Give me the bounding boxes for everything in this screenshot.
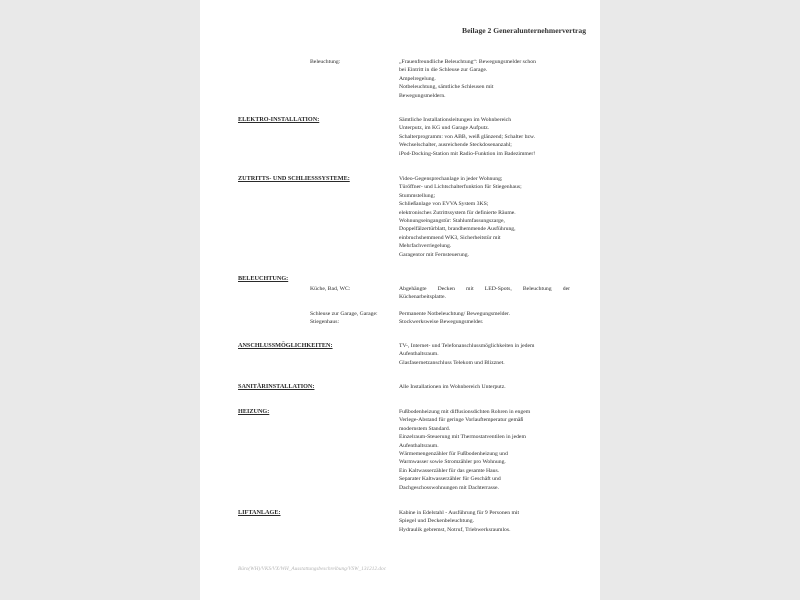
text-line: Separater Kaltwasserzähler für Geschäft und xyxy=(399,476,501,483)
text-line: Aufenthaltsraum. xyxy=(399,351,439,358)
elektro-heading: ELEKTRO-INSTALLATION: xyxy=(238,116,320,123)
text-line: Ampelregelung. xyxy=(399,75,436,82)
text-line: Kabine in Edelstahl - Ausführung für 9 Personen mit xyxy=(399,510,520,516)
text-line: Küchenarbeitsplatte. xyxy=(399,294,446,301)
text-line: Aufenthaltsraum. xyxy=(399,442,439,449)
heizung-heading: HEIZUNG: xyxy=(238,408,270,415)
text-line: Video-Gegensprechanlage in jeder Wohnung; xyxy=(399,176,503,182)
text-line: iPod-Docking-Station mit Radio-Funktion im Badezimmer! xyxy=(399,150,536,157)
text-line: Einzelraum-Steuerung mit Thermostatventilen in jedem xyxy=(399,434,526,441)
text-line: Permanente Notbeleuchtung/ Bewegungsmelder. xyxy=(399,311,511,317)
text-line: Verlege-Abstand für geringe Vorlauftemperatur gemäß xyxy=(399,417,524,424)
text-line: Schließanlage von EVVA System 3KS; xyxy=(399,201,489,208)
file-path-footer: Büro(WH)/VKS/VX/WH_Ausstattungsbeschreibung/VSW_131212.doc xyxy=(238,566,387,572)
text-line: bei Eintritt in die Schleuse zur Garage. xyxy=(399,67,488,74)
heizung-text xyxy=(399,408,579,492)
text-line: Mehrfachverriegelung. xyxy=(399,243,452,250)
text-line: Glasfasernetzanschluss Telekom und Blizznet. xyxy=(399,359,505,366)
schleuse-stiegenhaus-text xyxy=(399,310,579,327)
anschluss-text xyxy=(399,342,579,367)
text-line: Wechselschalter, ausreichende Steckdosenanzahl; xyxy=(399,142,512,149)
text-line: Türöffner- und Lichtschalterfunktion für Stiegenhaus; xyxy=(399,184,522,191)
page-header: Beilage 2 Generalunternehmervertrag xyxy=(462,26,586,35)
text-line: Hydraulik gebremst, Notruf, Triebwerksraumlos. xyxy=(399,526,511,533)
text-line: Garagentor mit Fernsteuerung. xyxy=(399,251,469,258)
beleuchtung-heading: BELEUCHTUNG: xyxy=(238,275,289,282)
text-line: Sämtliche Installationsleitungen im Wohnbereich xyxy=(399,117,512,123)
text-line: Warmwasser sowie Stromzähler pro Wohnung. xyxy=(399,459,506,466)
elektro-text xyxy=(399,116,579,158)
text-line: Stockwerksweise Bewegungsmelder. xyxy=(399,319,484,326)
text-line: Schleuse zur Garage, Garage: xyxy=(310,311,378,317)
text-line: Alle Installationen im Wohnbereich Unterputz. xyxy=(399,384,506,390)
zutritts-text xyxy=(399,175,579,259)
sanitaer-heading: SANITÄRINSTALLATION: xyxy=(238,383,315,390)
text-line: Dachgeschosswohnungen mit Dachterrasse. xyxy=(399,484,499,491)
text-line: elektronisches Zutrittssystem für definierte Räume. xyxy=(399,209,516,216)
kueche-bad-wc-label: Küche, Bad, WC: xyxy=(310,286,351,292)
text-line: einbruchshemmend WK3, Sicherheitstür mit xyxy=(399,234,501,241)
sanitaer-text xyxy=(399,383,579,391)
zutritts-heading: ZUTRITTS- UND SCHLIESSSYSTEME: xyxy=(238,175,350,182)
text-line: Unterputz, im KG und Garage Aufputz. xyxy=(399,125,490,132)
text-line: Wärmemengenzähler für Fußbodenheizung und xyxy=(399,451,508,458)
anschluss-heading: ANSCHLUSSMÖGLICHKEITEN: xyxy=(238,342,333,349)
document-page xyxy=(200,0,600,600)
text-line: Bewegungsmeldern. xyxy=(399,92,446,99)
lift-heading: LIFTANLAGE: xyxy=(238,509,281,516)
text-line: Ein Kaltwasserzähler für das gesamte Haus. xyxy=(399,467,500,474)
text-line: Wohnungseingangstür: Stahlumfassungszarge, xyxy=(399,218,505,225)
kueche-bad-wc-text xyxy=(399,285,579,302)
beleuchtung-top-text xyxy=(399,58,579,100)
text-line: Stiegenhaus: xyxy=(310,319,340,326)
text-line: Schalterprogramm: von ABB, weiß glänzend; Schalter bzw. xyxy=(399,133,536,140)
text-line: Stummstellung; xyxy=(399,192,436,199)
lift-text xyxy=(399,509,579,534)
text-line: Notbeleuchtung, sämtliche Schleusen mit xyxy=(399,84,494,91)
text-line: Doppelfälzertürblatt, brandhemmende Ausführung, xyxy=(399,226,516,233)
text-line: Spiegel und Deckenbeleuchtung. xyxy=(399,518,475,525)
text-line: „Frauenfreundliche Beleuchtung“: Bewegungsmelder schon xyxy=(399,59,536,65)
beleuchtung-top-label: Beleuchtung: xyxy=(310,59,341,65)
text-line: TV-, Internet- und Telefonanschlussmöglichkeiten in jedem xyxy=(399,343,535,349)
text-line: Fußbodenheizung mit diffusionsdichten Rohren in engem xyxy=(399,409,531,415)
schleuse-stiegenhaus-labels xyxy=(310,310,378,327)
text-line: modernstem Standard. xyxy=(399,425,451,432)
text-line: Abgehängte Decken mit LED-Spots, Beleuchtung der xyxy=(399,286,570,292)
